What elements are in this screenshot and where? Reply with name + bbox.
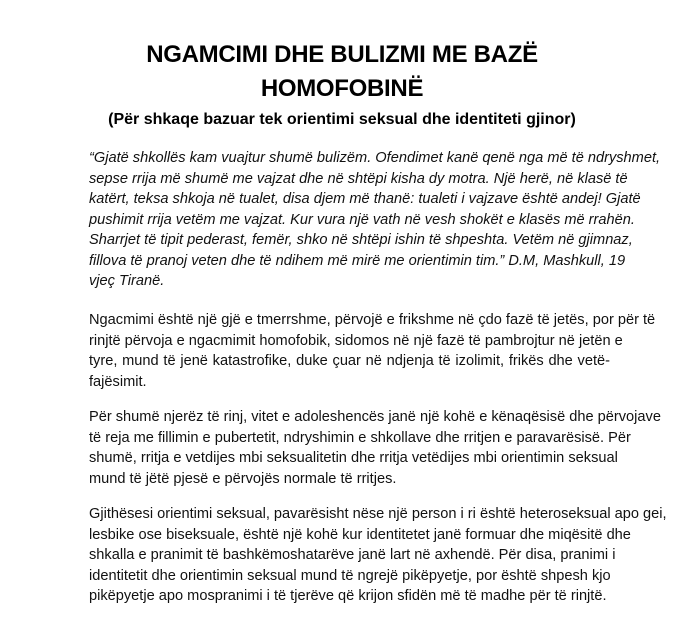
quote-line: “Gjatë shkollës kam vuajtur shumë bulizëm. Ofendimet kanë qenë nga më të ndryshmet, — [89, 150, 661, 166]
paragraph-line: tyre, mund të jenë katastrofike, duke çuar në ndjenja të izolimit, frikës dhe vetë- — [89, 353, 610, 369]
quote-line: sepse rrija më shumë me vajzat dhe në shtëpi kisha dy motra. Një herë, në klasë të — [89, 170, 628, 187]
paragraph-line: mund të jëtë pjesë e përvojës normale të rritjes. — [89, 470, 397, 487]
quote-line: pushimit rrija vetëm me vajzat. Kur vura një vath në vesh shokët e klasës më rrahën. — [89, 211, 635, 228]
paragraph-line: Për shumë njerëz të rinj, vitet e adoleshencës janë një kohë e kënaqësisë dhe përvojave — [89, 409, 661, 425]
testimonial-quote — [89, 148, 661, 292]
quote-line: katërt, teksa shkoja në tualet, disa djem më thanë: tualeti i vajzave është andej! Gjatë — [89, 191, 641, 207]
paragraph-line: pikëpyetje apo mospranimi i të tjerëve që krijon sfidën më të madhe për të rinjtë. — [89, 588, 607, 604]
paragraph-line: fajësimit. — [89, 373, 147, 390]
document-title-line-2: HOMOFOBINË — [260, 75, 424, 102]
document-title-line-1: NGAMCIMI DHE BULIZMI ME BAZË — [146, 41, 538, 68]
paragraph-line: Ngacmimi është një gjë e tmerrshme, përvojë e frikshme në çdo fazë të jetës, por për të — [89, 312, 656, 328]
quote-line: Sharrjet të tipit pederast, femër, shko në shtëpi ishin të shpeshta. Vetëm në gjimnaz, — [89, 232, 633, 248]
body-paragraph-2 — [89, 407, 661, 489]
body-paragraph-3 — [89, 504, 667, 607]
paragraph-line: Gjithësesi orientimi seksual, pavarësisht nëse një person i ri është heteroseksual apo gei, — [89, 506, 667, 522]
paragraph-line: rinjtë përvoja e ngacmimit homofobik, sidomos në një fazë të pambrojtur në jetën e — [89, 332, 623, 349]
quote-line: fillova të pranoj veten dhe të ndihem më mirë me orientimin tim.” D.M, Mashkull, 19 — [89, 252, 626, 269]
paragraph-line: shkalla e pranimit të bashkëmoshatarëve janë lart në axhendë. Për disa, pranimi i — [89, 547, 616, 563]
body-paragraph-1 — [89, 310, 656, 392]
paragraph-line: identitetit dhe orientimin seksual mund të ngrejë pikëpyetje, por është shpesh kjo — [89, 567, 611, 584]
document-subtitle: (Për shkaqe bazuar tek orientimi seksual dhe identiteti gjinor) — [108, 111, 576, 128]
quote-line: vjeç Tiranë. — [89, 273, 165, 289]
paragraph-line: të reja me fillimin e pubertetit, ndryshimin e shkollave dhe rritjen e paravarësisë. Për — [89, 429, 631, 446]
paragraph-line: shumë, rritja e vetdijes mbi seksualitetin dhe rritja vetëdijes mbi orientimin seksual — [89, 450, 618, 466]
paragraph-line: lesbike ose biseksuale, është një kohë kur identitetet janë formuar dhe miqësitë dhe — [89, 526, 631, 543]
